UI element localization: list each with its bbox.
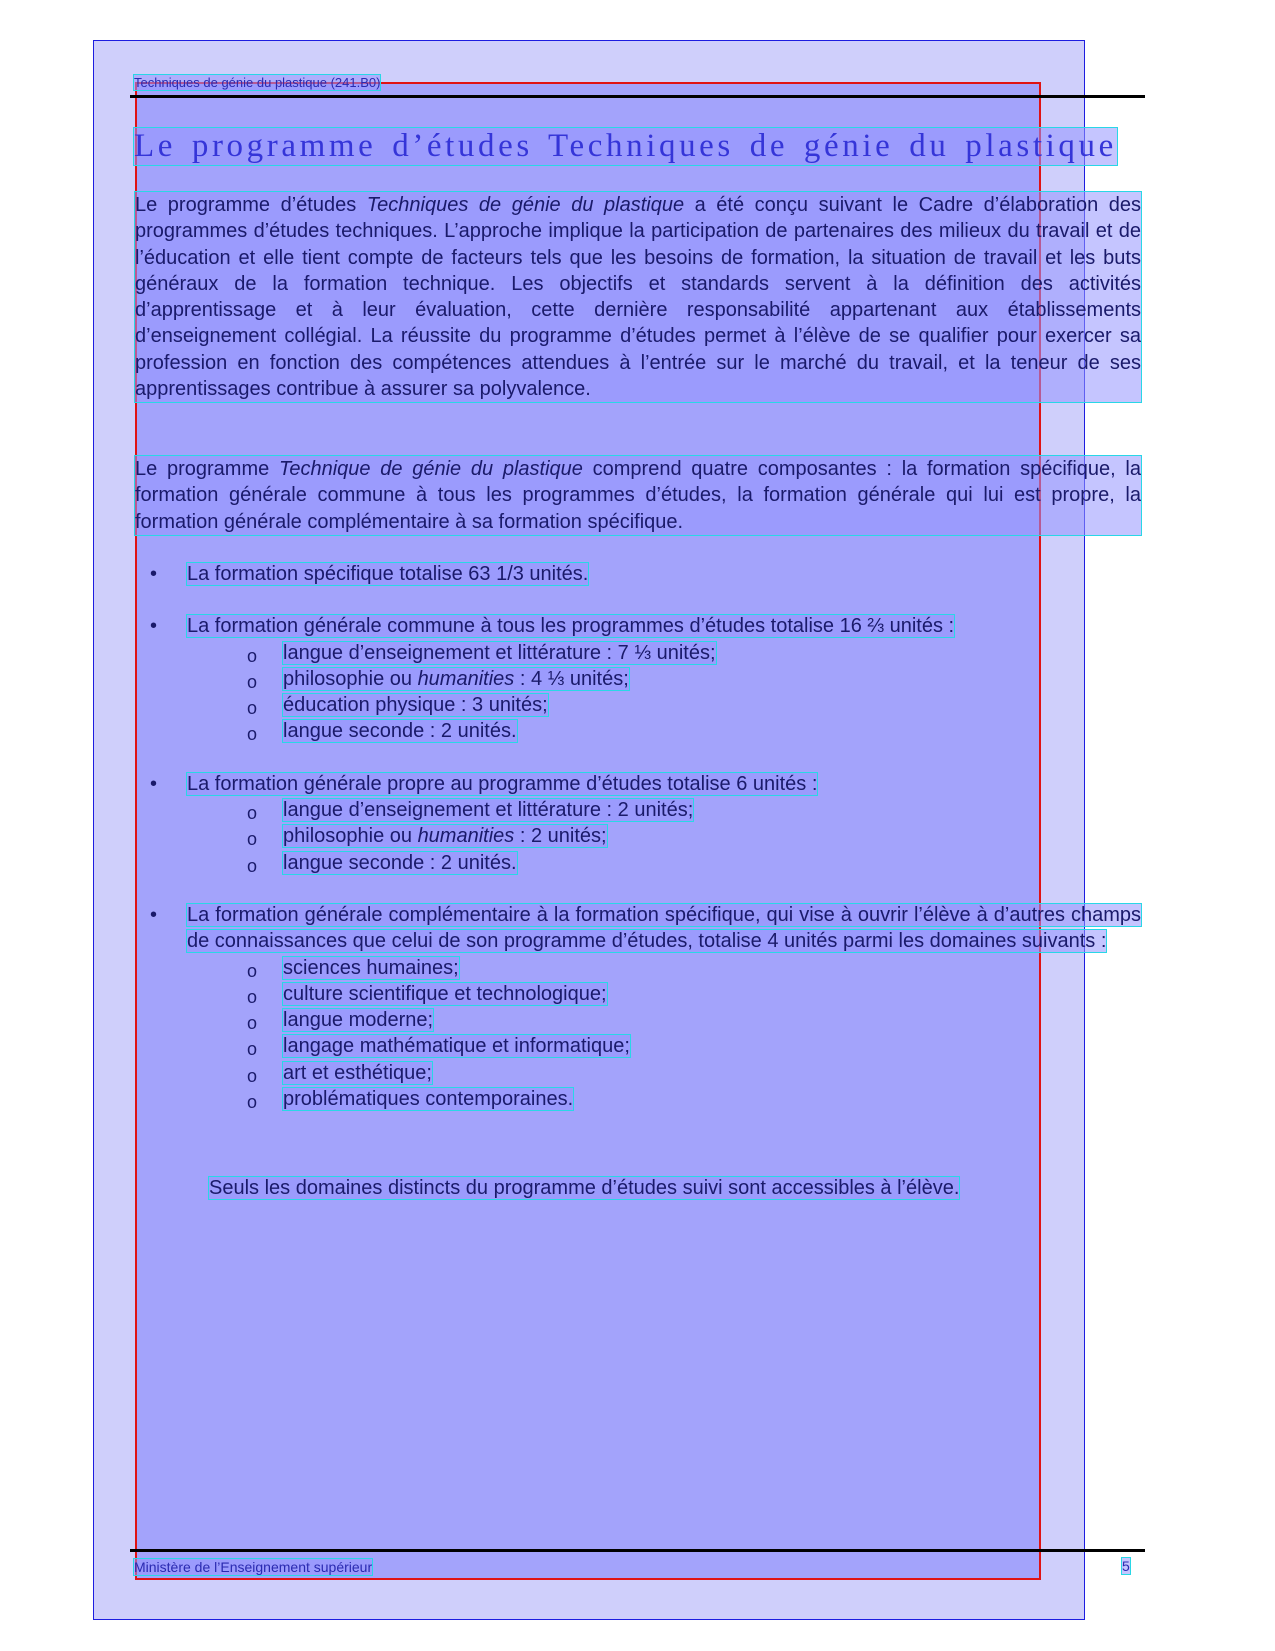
intro-text-after: a été conçu suivant le Cadre d’élaboration des programmes d’études techniques. L’approche implique la participation de partenaires des milieux du travail et de l’éducation et elle tient compte de facteurs tels que les besoins de formation, la situation de travail et les buts généraux de la formation technique. Les objectifs et standards servent à la définition des activités d’apprentissage et à leur évaluation, cette dernière responsabilité appartenant aux établissements d’enseignement collégial. La réussite du programme d’études permet à l’élève de se qualifier pour exercer sa profession en fonction des compétences attendues à l’entrée sur le marché du travail, et la teneur de ses apprentissages contribue à assurer sa polyvalence.: [135, 194, 1142, 401]
sub-list: [187, 640, 1141, 745]
sub-item-text: langue seconde : 2 unités.: [283, 720, 517, 743]
sub-list: [187, 797, 1141, 876]
running-header: Techniques de génie du plastique (241.B0): [134, 75, 381, 90]
list-item: [135, 561, 1141, 587]
sub-item-text: sciences humaines;: [283, 956, 459, 979]
humanities-italic: humanities: [417, 825, 515, 848]
sub-list-item: [135, 640, 1141, 666]
sub-list-item: [135, 1033, 1141, 1059]
sub-list-item: [135, 981, 1141, 1007]
note-text: Seuls les domaines distincts du programme d’études suivi sont accessibles à l’élève.: [209, 1177, 960, 1199]
sub-list-item: [135, 955, 1141, 981]
intro-paragraph: [135, 192, 1141, 402]
sub-item-text: langue seconde : 2 unités.: [283, 851, 517, 874]
domains-note: [209, 1175, 1069, 1201]
sub-item-text: langue moderne;: [283, 1009, 434, 1032]
program-name-italic: Technique de génie du plastique: [278, 458, 583, 480]
sub-list-item: [135, 850, 1141, 876]
sub-item-text: [283, 825, 607, 847]
sub-list: [187, 955, 1141, 1113]
bullet-text: La formation générale commune à tous les programmes d’études totalise 16 ⅔ unités :: [187, 615, 955, 638]
header-rule: [130, 95, 1145, 98]
sub-list-item: [135, 692, 1141, 718]
components-paragraph: [135, 456, 1141, 535]
sub-list-item: [135, 797, 1141, 823]
sub-item-text: éducation physique : 3 unités;: [283, 694, 548, 717]
sub-list-item: [135, 1086, 1141, 1112]
sub-item-text: problématiques contemporaines.: [283, 1088, 574, 1111]
page-number: 5: [1122, 1558, 1130, 1574]
bullet-text: La formation générale propre au programme d’études totalise 6 unités :: [187, 772, 818, 795]
sub-item-text-before: philosophie ou: [283, 825, 418, 848]
sub-item-text: art et esthétique;: [283, 1061, 432, 1084]
sub-item-text: [283, 668, 629, 690]
components-list: [135, 561, 1141, 1138]
program-name-italic: Techniques de génie du plastique: [366, 194, 685, 216]
page-title: Le programme d’études Techniques de génie du plastique: [134, 128, 1117, 164]
footer-rule: [130, 1549, 1145, 1552]
humanities-italic: humanities: [417, 667, 515, 690]
sub-item-text-after: : 2 unités;: [514, 825, 607, 848]
sub-item-text: langue d’enseignement et littérature : 7 ⅓ unités;: [283, 641, 716, 664]
sub-item-text-after: : 4 ⅓ unités;: [514, 667, 629, 690]
sub-item-text: langage mathématique et informatique;: [283, 1035, 630, 1058]
running-footer: Ministère de l’Enseignement supérieur: [134, 1559, 373, 1575]
list-item: [135, 613, 1141, 744]
bullet-text: La formation spécifique totalise 63 1/3 unités.: [187, 563, 589, 585]
sub-item-text: culture scientifique et technologique;: [283, 982, 607, 1005]
intro-text-before: Le programme d’études: [135, 194, 367, 216]
sub-list-item: [135, 666, 1141, 692]
list-item: [135, 902, 1141, 1112]
bullet-text: La formation générale complémentaire à la formation spécifique, qui vise à ouvrir l’élève à d’autres champs de connaissances que celui de son programme d’études, totalise 4 unités parmi les domaines suivants :: [187, 903, 1141, 953]
components-text-before: Le programme: [135, 458, 279, 480]
sub-item-text-before: philosophie ou: [283, 667, 418, 690]
list-item: [135, 771, 1141, 876]
sub-list-item: [135, 1007, 1141, 1033]
sub-item-text: langue d’enseignement et littérature : 2 unités;: [283, 799, 694, 822]
components-text-after: comprend quatre composantes : la formation spécifique, la formation générale commune à tous les programmes d’études, la formation générale qui lui est propre, la formation générale complémentaire à sa formation spécifique.: [135, 458, 1141, 533]
sub-list-item: [135, 823, 1141, 849]
sub-list-item: [135, 1060, 1141, 1086]
sub-list-item: [135, 718, 1141, 744]
